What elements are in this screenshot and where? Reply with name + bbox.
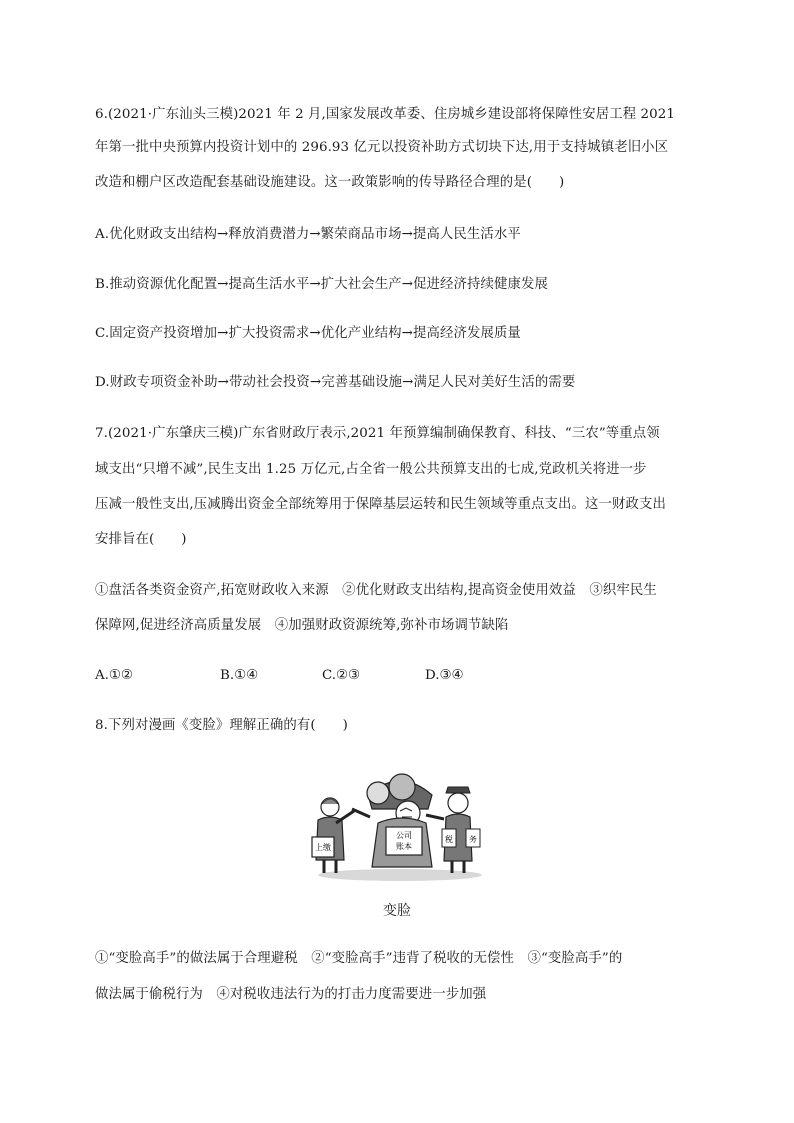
q7-choice-c: C.②③ bbox=[322, 668, 361, 683]
q6-stem-line-2: 年第一批中央预算内投资计划中的 296.93 亿元以投资补助方式切块下达,用于支持城镇老旧小区 bbox=[95, 140, 669, 155]
bag-left-label: 上缴 bbox=[315, 843, 331, 852]
q7-statements-line-2: 保障网,促进经济高质量发展 ④加强财政资源统筹,弥补市场调节缺陷 bbox=[95, 618, 509, 633]
q6-stem-line-3: 改造和棚户区改造配套基础设施建设。这一政策影响的传导路径合理的是( ) bbox=[95, 175, 565, 190]
q6-stem-line-1: 6.(2021·广东汕头三模)2021 年 2 月,国家发展改革委、住房城乡建设部将保障性安居工程 2021 bbox=[95, 107, 676, 122]
q8-statements-line-2: 做法属于偷税行为 ④对税收违法行为的打击力度需要进一步加强 bbox=[95, 987, 487, 1002]
q7-choice-b: B.①④ bbox=[220, 668, 259, 683]
q6-option-b: B.推动资源优化配置→提高生活水平→扩大社会生产→促进经济持续健康发展 bbox=[95, 277, 548, 292]
q7-statements-line-1: ①盘活各类资金资产,拓宽财政收入来源 ②优化财政支出结构,提高资金使用效益 ③织牢民生 bbox=[95, 583, 657, 598]
q6-option-c: C.固定资产投资增加→扩大投资需求→优化产业结构→提高经济发展质量 bbox=[95, 326, 521, 341]
right-figure bbox=[442, 787, 480, 873]
q7-stem-line-1: 7.(2021·广东肇庆三模)广东省财政厅表示,2021 年预算编制确保教育、科技、“三农”等重点领 bbox=[95, 426, 660, 441]
q7-choice-a: A.①② bbox=[95, 668, 133, 683]
cartoon-face-change bbox=[308, 765, 490, 883]
q7-stem-line-2: 域支出“只增不减”,民生支出 1.25 万亿元,占全省一般公共预算支出的七成,党政机关将进一步 bbox=[95, 462, 647, 477]
q6-option-a: A.优化财政支出结构→释放消费潜力→繁荣商品市场→提高人民生活水平 bbox=[95, 227, 521, 242]
book-label-line-2: 账本 bbox=[396, 842, 412, 851]
ground-shadow bbox=[318, 869, 482, 881]
bag-right-label-1: 税 bbox=[445, 835, 453, 844]
center-figure bbox=[352, 774, 444, 867]
left-figure bbox=[312, 798, 354, 873]
cartoon-caption: 变脸 bbox=[383, 903, 411, 919]
q6-option-d: D.财政专项资金补助→带动社会投资→完善基础设施→满足人民对美好生活的需要 bbox=[95, 375, 576, 390]
q7-stem-line-3: 压减一般性支出,压减腾出资金全部统筹用于保障基层运转和民生领域等重点支出。这一财政支出 bbox=[95, 497, 666, 512]
bag-right-label-2: 务 bbox=[469, 835, 477, 844]
q8-stem: 8.下列对漫画《变脸》理解正确的有( ) bbox=[95, 718, 348, 733]
book-label-line-1: 公司 bbox=[396, 831, 412, 840]
q7-stem-line-4: 安排旨在( ) bbox=[95, 532, 187, 547]
q7-choice-d: D.③④ bbox=[425, 668, 464, 683]
q8-statements-line-1: ①“变脸高手”的做法属于合理避税 ②“变脸高手”违背了税收的无偿性 ③“变脸高手”的 bbox=[95, 951, 623, 966]
